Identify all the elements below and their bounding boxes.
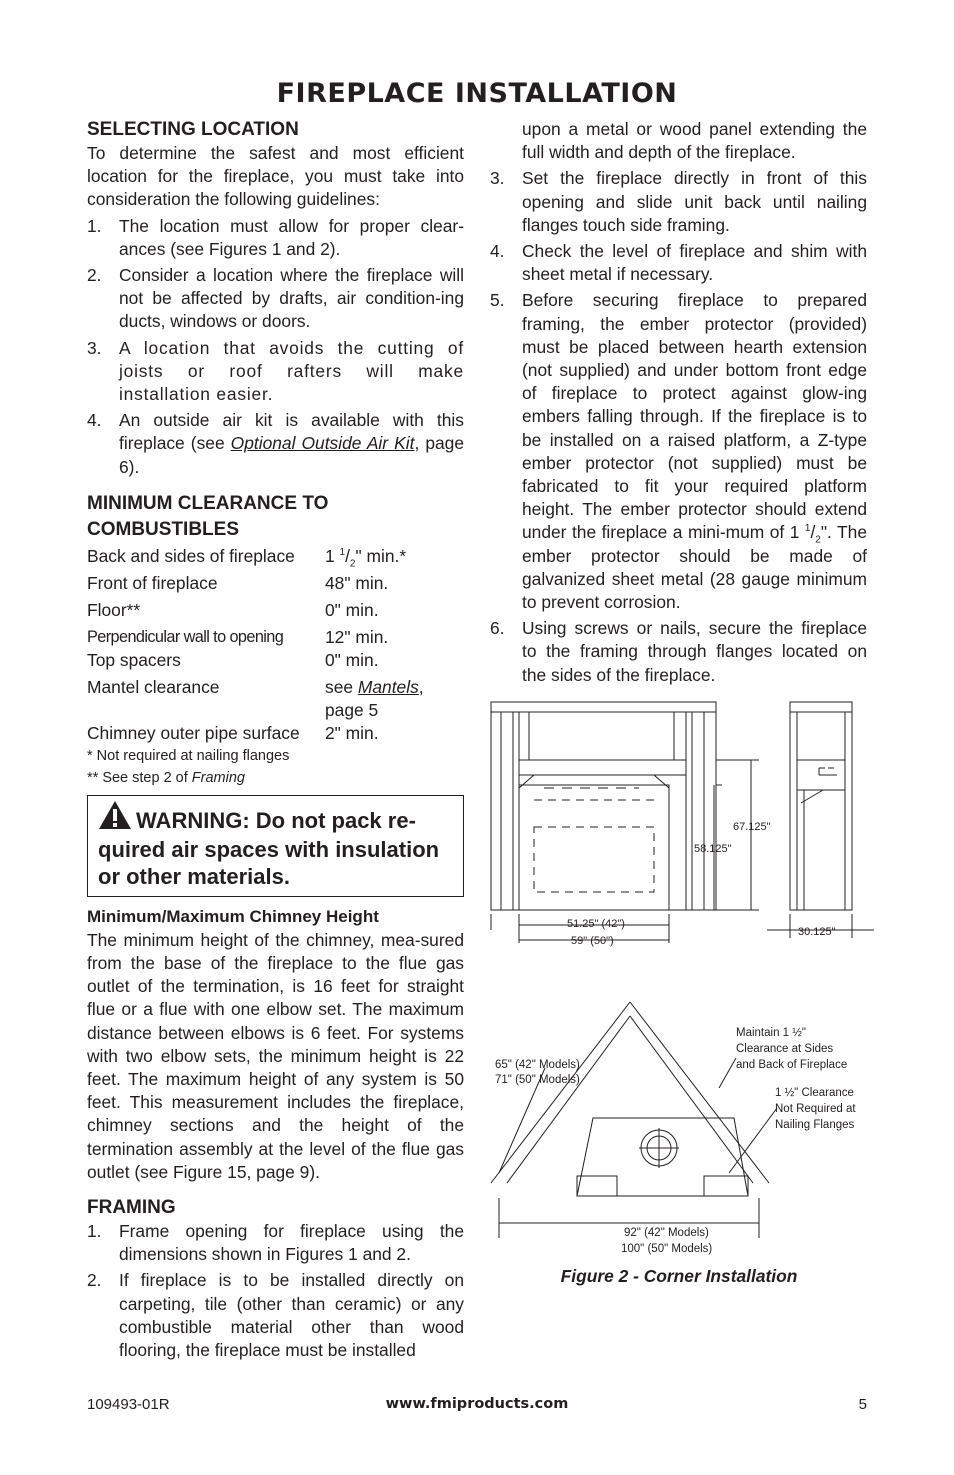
- figure-1-dimensions: [489, 700, 879, 950]
- doc-number: 109493-01R: [87, 1396, 170, 1413]
- list-item: 4. An outside air kit is available with this fireplace (see Optional Outside Air Kit, page 6).: [87, 410, 465, 477]
- fig2-bottom-label-2: 100" (50" Models): [621, 1243, 713, 1255]
- dim-height-outer: 67.125": [733, 821, 771, 833]
- fig2-maintain-label-2: Clearance at Sides: [736, 1043, 834, 1055]
- mantels-link: Mantels: [357, 676, 419, 697]
- warning-text: WARNING: Do not pack re-quired air spaces with insulation or other materials.: [98, 807, 440, 889]
- outside-air-kit-link: Optional Outside Air Kit: [230, 433, 415, 454]
- list-item: 3. A location that avoids the cutting of joists or roof rafters will make installation easier.: [87, 337, 464, 405]
- chimney-height-text: The minimum height of the chimney, mea-sured from the base of the fireplace to the flue gas outlet of the termination, is 16 feet for straight flue or a flue with one elbow set. The maximum distance between elbows is 6 feet. For systems with two elbow sets, the minimum height is 22 feet. The maximum height of any system is 50 feet. This measurement includes the fireplace, chimney sections and the height of the termination assembly at the level of the flue gas outlet (see Figure 15, page 9).: [87, 929, 464, 1182]
- clearance-note-1: * Not required at nailing flanges: [87, 747, 290, 764]
- fig2-bottom-label-1: 92" (42" Models): [624, 1227, 709, 1239]
- dim-width-outer: 59" (50"): [571, 935, 614, 947]
- framing-list-continued: [490, 118, 867, 687]
- list-item: 1. Frame opening for fireplace using the dimensions shown in Figures 1 and 2.: [87, 1221, 464, 1265]
- fig2-notreq-label-1: 1 ½" Clearance: [775, 1087, 854, 1099]
- fig2-side-label-1: 65" (42" Models): [495, 1059, 580, 1071]
- clearance-heading: MINIMUM CLEARANCE TO COMBUSTIBLES: [87, 492, 329, 540]
- list-item: upon a metal or wood panel extending the full width and depth of the fireplace.: [522, 119, 867, 163]
- warning-box: [87, 795, 464, 897]
- dim-height-inner: 58.125": [694, 843, 732, 855]
- fig2-notreq-label-3: Nailing Flanges: [775, 1119, 855, 1131]
- fig2-side-label-2: 71" (50" Models): [495, 1074, 580, 1086]
- page-title: FIREPLACE INSTALLATION: [276, 78, 678, 109]
- table-row: Floor** 0" min.: [87, 599, 379, 620]
- selecting-intro: To determine the safest and most efficient location for the fireplace, you must take into consideration the following guidelines:: [87, 143, 464, 210]
- page-number: 5: [858, 1396, 867, 1413]
- list-item: 6. Using screws or nails, secure the fireplace to the framing through flanges located on the sides of the fireplace.: [490, 618, 867, 685]
- table-row: Perpendicular wall to opening 12" min.: [87, 626, 389, 647]
- list-item: 5. Before securing fireplace to prepared framing, the ember protector (provided) must be placed between hearth extension (not supplied) and under bottom front edge of fireplace to protect against glow-ing embers falling through. If the fireplace is to be installed on a raised platform, a Z-type ember protector (not supplied) must be fabricated to fit your required platform height. The ember protector should extend under the fireplace a mini-mum of 1 $^1/_2$". The ember protector should be made of galvanized sheet metal (28 gauge minimum to prevent corrosion.: [490, 290, 867, 613]
- clearance-table: [87, 545, 464, 745]
- list-item: 3. Set the fireplace directly in front of this opening and slide unit back until nailing flanges touch side framing.: [490, 168, 867, 235]
- right-column: [490, 118, 867, 690]
- left-column: [87, 118, 464, 1365]
- fig2-maintain-label-3: and Back of Fireplace: [736, 1059, 848, 1071]
- framing-list: [87, 1220, 464, 1362]
- clearance-note-2: ** See step 2 of Framing: [87, 769, 245, 786]
- dim-width-inner: 51.25" (42"): [567, 918, 625, 930]
- warning-icon: [98, 800, 132, 836]
- table-row: Front of fireplace 48" min.: [87, 572, 389, 593]
- website: www.fmiproducts.com: [385, 1396, 569, 1412]
- table-row: Top spacers 0" min.: [87, 649, 379, 670]
- table-row: Mantel clearance see Mantels, page 5: [87, 676, 424, 720]
- selecting-list: [87, 215, 464, 479]
- dim-depth: 30.125": [798, 926, 836, 938]
- selecting-location-heading: SELECTING LOCATION: [87, 119, 299, 140]
- table-row: Back and sides of fireplace 1 $^1/_2$" min.*: [87, 545, 407, 570]
- list-item: 1. The location must allow for proper clear-ances (see Figures 1 and 2).: [87, 215, 464, 259]
- chimney-height-heading: Minimum/Maximum Chimney Height: [87, 906, 379, 926]
- figure-2-corner-installation: [489, 998, 879, 1258]
- fig2-maintain-label-1: Maintain 1 ½": [736, 1027, 806, 1039]
- list-item: 2. If fireplace is to be installed directly on carpeting, tile (other than ceramic) or any combustible material other than wood flooring, the fireplace must be installed: [87, 1270, 464, 1361]
- table-row: Chimney outer pipe surface 2" min.: [87, 722, 379, 743]
- figure-2-caption: Figure 2 - Corner Installation: [560, 1266, 798, 1286]
- fig2-notreq-label-2: Not Required at: [775, 1103, 856, 1115]
- list-item: 4. Check the level of fireplace and shim with sheet metal if necessary.: [490, 241, 867, 285]
- list-item: 2. Consider a location where the fireplace will not be affected by drafts, air condition-ing ducts, windows or doors.: [87, 265, 464, 332]
- framing-heading: FRAMING: [87, 1197, 176, 1219]
